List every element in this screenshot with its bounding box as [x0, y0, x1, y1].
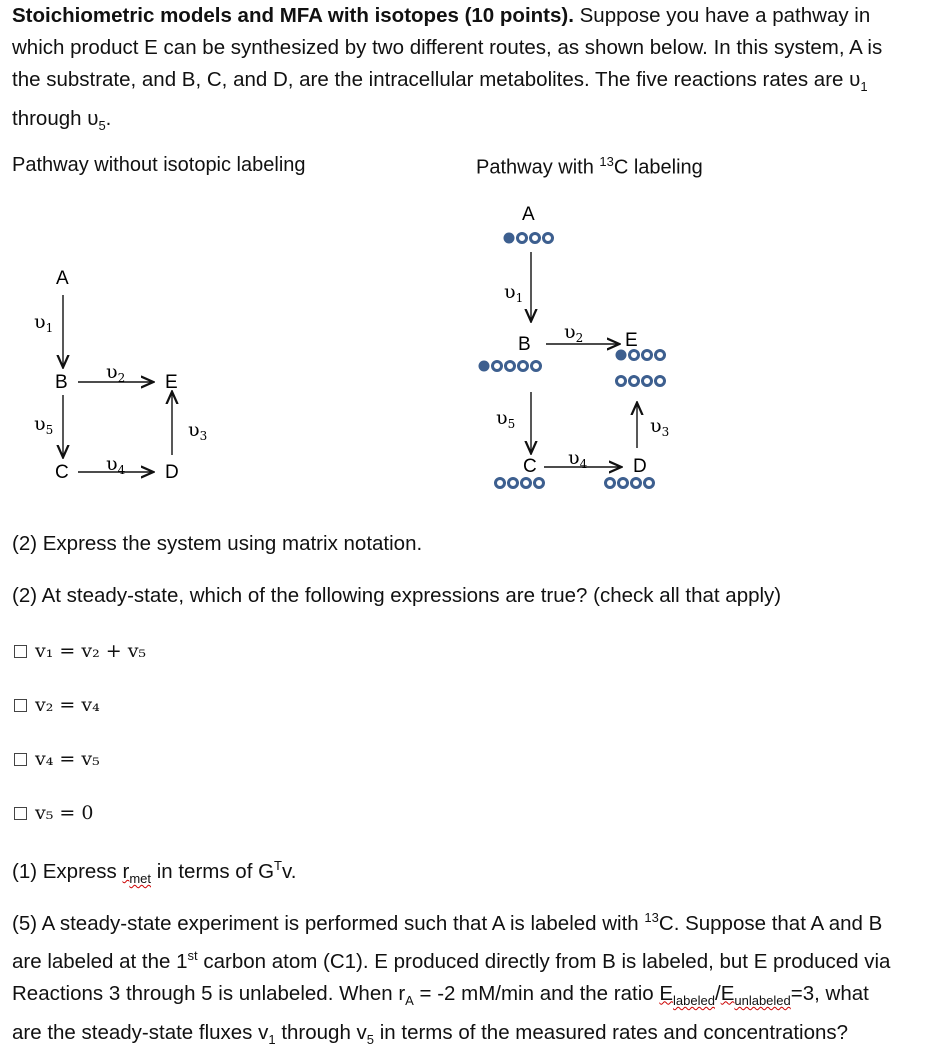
rate-v3: $\upsilon_3$ — [650, 415, 670, 439]
checkbox-icon[interactable] — [14, 645, 27, 658]
left-diagram-title: Pathway without isotopic labeling — [12, 154, 306, 176]
right-pathway-diagram — [460, 180, 690, 510]
intro-paragraph — [12, 0, 882, 142]
intro-line-4: through $\upsilon_5$. — [12, 107, 112, 134]
carbons-a — [504, 233, 553, 244]
node-b: B — [55, 372, 68, 393]
node-a: A — [56, 268, 69, 289]
option-1[interactable]: v₁ = v₂ + v₅ — [14, 640, 146, 662]
carbons-d — [606, 479, 654, 488]
rate-v2: $\upsilon_2$ — [564, 321, 584, 345]
checkbox-icon[interactable] — [14, 753, 27, 766]
node-d: D — [633, 456, 647, 477]
question-rmet: (1) Express $r_{met}$ in terms of $G^Tv$. — [12, 858, 297, 886]
intro-line-2: which product E can be synthesized by two different routes, as shown below. In this system, A is — [12, 36, 883, 59]
option-4[interactable]: v₅ = 0 — [14, 802, 93, 824]
rate-v2: $\upsilon_2$ — [106, 361, 126, 385]
node-e: E — [165, 372, 178, 393]
problem-title: Stoichiometric models and MFA with isotopes (10 points). — [12, 4, 574, 27]
checkbox-icon[interactable] — [14, 807, 27, 820]
node-d: D — [165, 462, 179, 483]
node-e: E — [625, 330, 638, 351]
rate-v1: $\upsilon_1$ — [34, 311, 54, 335]
carbons-e-unlabeled — [617, 377, 665, 386]
node-c: C — [523, 456, 537, 477]
rate-v5: $\upsilon_5$ — [496, 407, 516, 431]
question-experiment: (5) A steady-state experiment is performed such that A is labeled with $^{13}$C. Suppose that A and B are labeled at the 1st carbon atom (C1). E produced directly from B is labeled, but E produced via Reactions 3 through 5 is unlabeled. When $r_A = -2$ mM/min and the ratio $E_{labeled}/E_{unlabeled}=3$, what are the steady-state fluxes $v_1$ through $v_5$ in terms of the measured rates and concentrations? — [12, 910, 891, 1047]
right-diagram-title: Pathway with $^{13}$C labeling — [476, 154, 703, 179]
checkbox-icon[interactable] — [14, 699, 27, 712]
carbons-c — [496, 479, 544, 488]
rate-v1: $\upsilon_1$ — [504, 281, 524, 305]
node-a: A — [522, 204, 535, 225]
rate-v3: $\upsilon_3$ — [188, 419, 208, 443]
rate-v4: $\upsilon_4$ — [568, 447, 588, 471]
node-b: B — [518, 334, 531, 355]
option-3[interactable]: v₄ = v₅ — [14, 748, 100, 770]
option-2[interactable]: v₂ = v₄ — [14, 694, 100, 716]
carbons-b — [479, 361, 541, 372]
intro-line-1: Stoichiometric models and MFA with isotopes (10 points). Suppose you have a pathway in — [12, 4, 871, 27]
question-steady-state: (2) At steady-state, which of the following expressions are true? (check all that apply) — [12, 584, 782, 607]
rate-v4: $\upsilon_4$ — [106, 453, 126, 477]
question-matrix: (2) Express the system using matrix notation. — [12, 532, 423, 555]
rate-v5: $\upsilon_5$ — [34, 413, 54, 437]
intro-line-3: the substrate, and B, C, and D, are the intracellular metabolites. The five reactions rates are $\upsilon_1$ — [12, 68, 868, 95]
left-pathway-diagram — [0, 180, 300, 510]
node-c: C — [55, 462, 69, 483]
carbons-e-labeled — [616, 350, 665, 361]
